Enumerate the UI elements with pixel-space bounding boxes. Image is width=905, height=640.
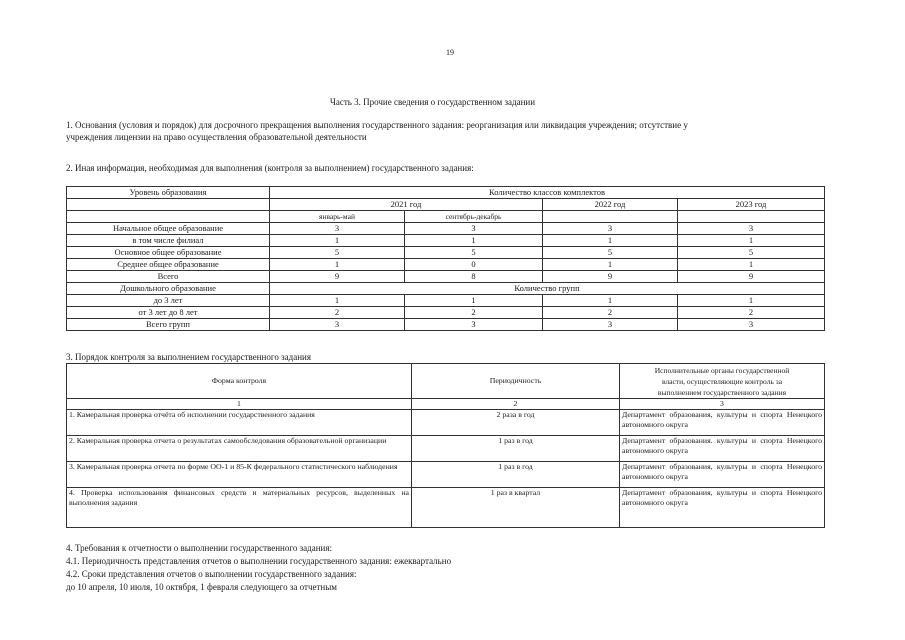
section3-title: 3. Порядок контроля за выполнением государственного задания [66, 352, 311, 362]
cell-value: 1 [405, 235, 543, 247]
cell-value: 1 [678, 235, 825, 247]
preschool-header-row [67, 283, 825, 295]
table-row [67, 223, 825, 235]
row-label: от 3 лет до 8 лет [67, 307, 270, 319]
col-number: 1 [67, 399, 412, 410]
control-form: 2. Камеральная проверка отчета о результатах самообследования образовательной организации [67, 436, 412, 462]
cell-value: 1 [270, 259, 405, 271]
head-blank [67, 199, 270, 211]
cell-value: 1 [543, 235, 678, 247]
table-row [67, 259, 825, 271]
control-org: Департамент образования, культуры и спорта Ненецкого автономного округа [620, 462, 825, 488]
part-title: Часть 3. Прочие сведения о государственном задании [330, 97, 536, 107]
cell-value: 3 [543, 319, 678, 331]
cell-value: 0 [405, 259, 543, 271]
period-blank [67, 211, 270, 223]
year-2022: 2022 год [543, 199, 678, 211]
period-blank-2023 [678, 211, 825, 223]
control-form: 1. Камеральная проверка отчёта об исполнении государственного задания [67, 410, 412, 436]
table-row [67, 462, 825, 488]
row-label: в том числе филиал [67, 235, 270, 247]
cell-value: 3 [678, 319, 825, 331]
cell-value: 3 [543, 223, 678, 235]
section4-2: 4.2. Сроки представления отчетов о выполнении государственного задания: [66, 569, 357, 579]
year-2021: 2021 год [270, 199, 543, 211]
row-label: Всего [67, 271, 270, 283]
deadlines: до 10 апреля, 10 июля, 10 октября, 1 февраля следующего за отчетным [66, 582, 337, 592]
table-row [67, 247, 825, 259]
cell-value: 5 [678, 247, 825, 259]
period-jan-may: январь-май [270, 211, 405, 223]
cell-value: 9 [543, 271, 678, 283]
table-row [67, 307, 825, 319]
cell-value: 1 [270, 235, 405, 247]
head-classes: Количество классов комплектов [270, 187, 825, 199]
cell-value: 5 [543, 247, 678, 259]
row-label: Основное общее образование [67, 247, 270, 259]
classes-header-row [67, 187, 825, 199]
control-header-row [67, 364, 825, 399]
cell-value: 1 [405, 295, 543, 307]
control-org: Департамент образования, культуры и спорта Ненецкого автономного округа [620, 410, 825, 436]
col-number: 3 [620, 399, 825, 410]
periods-row [67, 211, 825, 223]
section1-line1: 1. Основания (условия и порядок) для досрочного прекращения выполнения государственного задания: реорганизация или ликвидация учреждения; отсутствие у [66, 120, 688, 130]
row-label: Всего групп [67, 319, 270, 331]
years-row [67, 199, 825, 211]
table-row [67, 235, 825, 247]
row-label: Начальное общее образование [67, 223, 270, 235]
period-sep-dec: сентябрь-декабрь [405, 211, 543, 223]
cell-value: 3 [270, 319, 405, 331]
control-table [66, 363, 825, 528]
section4-1: 4.1. Периодичность представления отчетов о выполнении государственного задания: ежеквартально [66, 556, 452, 566]
table-row [67, 488, 825, 528]
cell-value: 9 [270, 271, 405, 283]
cell-value: 8 [405, 271, 543, 283]
head-level: Уровень образования [67, 187, 270, 199]
table-row [67, 271, 825, 283]
control-form: 3. Камеральная проверка отчета по форме ОО-1 и 85-К федерального статистического наблюдения [67, 462, 412, 488]
section4-title: 4. Требования к отчетности о выполнении государственного задания: [66, 543, 332, 553]
control-org: Департамент образования, культуры и спорта Ненецкого автономного округа [620, 488, 825, 528]
table-row [67, 436, 825, 462]
table-row [67, 319, 825, 331]
cell-value: 2 [405, 307, 543, 319]
control-period: 1 раз в год [412, 436, 620, 462]
classes-table [66, 186, 825, 331]
cell-value: 2 [270, 307, 405, 319]
cell-value: 1 [543, 295, 678, 307]
control-org: Департамент образования. культуры и спорта Ненецкого автономного округа [620, 436, 825, 462]
head-org-line1: Исполнительные органы государственной [654, 365, 790, 375]
page-number: 19 [446, 48, 454, 57]
head-form: Форма контроля [67, 364, 412, 399]
numbering-row [67, 399, 825, 410]
preschool-label: Дошкольного образование [67, 283, 270, 295]
cell-value: 9 [678, 271, 825, 283]
groups-header: Количество групп [270, 283, 825, 295]
cell-value: 3 [270, 223, 405, 235]
table-row [67, 410, 825, 436]
control-period: 1 раз в квартал [412, 488, 620, 528]
cell-value: 1 [543, 259, 678, 271]
cell-value: 3 [678, 223, 825, 235]
cell-value: 1 [678, 295, 825, 307]
cell-value: 1 [270, 295, 405, 307]
head-org-line2: власти, осуществляющие контроль за [661, 376, 783, 386]
cell-value: 5 [270, 247, 405, 259]
cell-value: 3 [405, 319, 543, 331]
table-row [67, 295, 825, 307]
year-2023: 2023 год [678, 199, 825, 211]
head-org-line3: выполнением государственного задания [657, 387, 787, 397]
period-blank-2022 [543, 211, 678, 223]
head-org [620, 364, 825, 399]
section2-title: 2. Иная информация, необходимая для выполнения (контроля за выполнением) государственного задания: [66, 163, 474, 173]
section1-line2: учреждения лицензии на право осуществления образовательной деятельности [66, 132, 367, 142]
cell-value: 5 [405, 247, 543, 259]
cell-value: 1 [678, 259, 825, 271]
row-label: до 3 лет [67, 295, 270, 307]
cell-value: 2 [543, 307, 678, 319]
row-label: Среднее общее образование [67, 259, 270, 271]
control-form: 4. Проверка использования финансовых средств и материальных ресурсов, выделенных на выполнения задания [67, 488, 412, 528]
col-number: 2 [412, 399, 620, 410]
control-period: 2 раза в год [412, 410, 620, 436]
head-period: Периодичность [412, 364, 620, 399]
control-period: 1 раз в год [412, 462, 620, 488]
cell-value: 3 [405, 223, 543, 235]
cell-value: 2 [678, 307, 825, 319]
